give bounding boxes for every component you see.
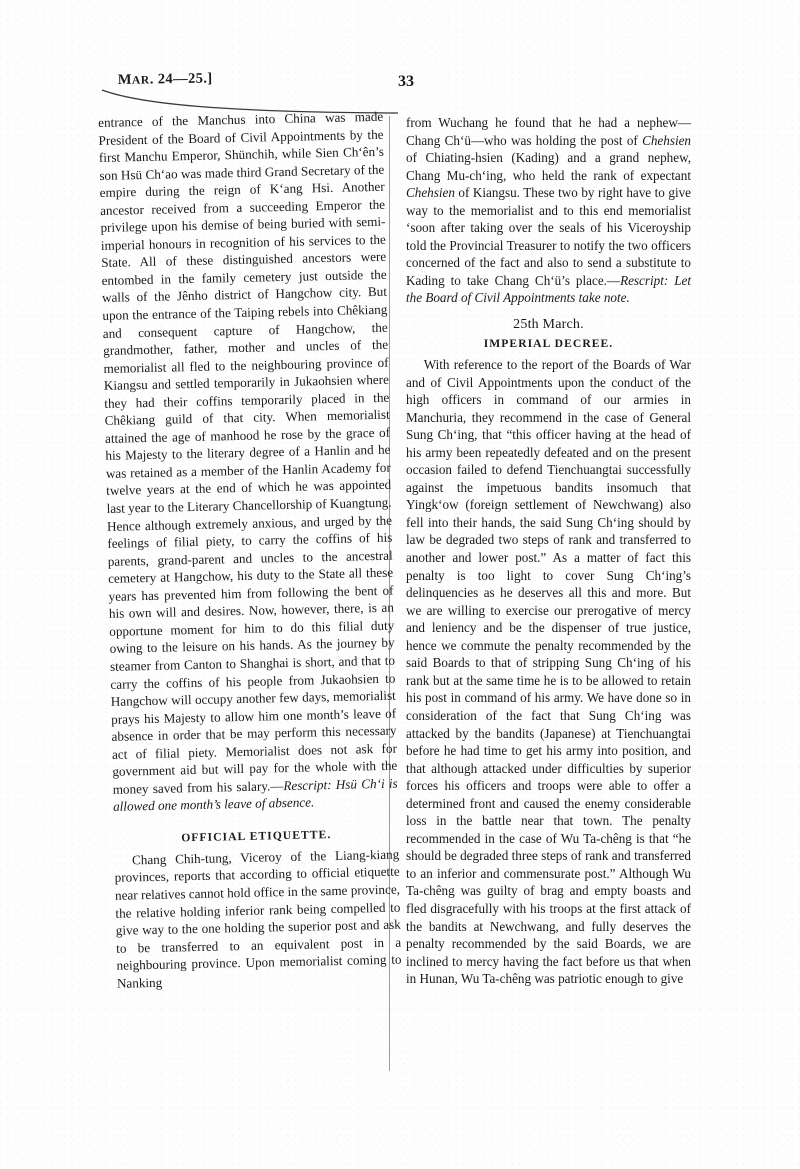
heading-official-etiquette: OFFICIAL ETIQUETTE. — [181, 827, 332, 845]
term-chehsien-first: Chehsien — [642, 132, 691, 148]
running-head-date-initial: M — [117, 71, 133, 89]
heading-imperial-decree: IMPERIAL DECREE. — [483, 337, 614, 351]
paragraph-text: entrance of the Manchus into China was made President of the Board of Civil Appointments by the first Manchu Emperor, Shünchih, while Sien Ch‘ên’s son Hsü Ch‘ao was made third Grand Secretary of the empire during the reign of K‘ang Hsi. Another ancestor received from a succeeding Emperor the privilege upon his demise of being buried with semi-imperial honours in recognition of his services to the State. All of these distinguished ancestors were entombed in the family cemetery just outside the walls of the Jênho district of Hangchow city. But upon the entrance of the Taiping rebels into Chêkiang and consequent capture of Hangchow, the grandmother, father, mother and uncles of the memorialist all fled to the neighbouring province of Kiangsu and settled temporarily in Jukaohsien where they had their coffins temporarily placed in the Chêkiang guild of that city. When memorialist attained the age of manhood he rose by the grace of his Majesty to the literary degree of a Hanlin and he was retained as a member of the Hanlin Academy for twelve years at the end of which he was appointed last year to the Literary Chancellorship of Kuangtung. Hence although extremely anxious, and urged by the feelings of filial piety, to carry the coffins of his parents, grand-parent and uncles to the ancestral cemetery at Hangchow, his duty to the State all these years has prevented him from following the bent of his own will and desires. Now, however, there, is an opportune moment for him to do this filial duty owing to the leisure on his hands. As the journey by steamer from Canton to Shanghai is short, and that to carry the coffins of his people from Jukaohsien to Hangchow will occupy another few days, memorialist prays his Majesty to allow him one month’s leave of absence in order that be may perform this necessary act of filial piety. Memorialist does not ask for government aid but will pay for the whole with the money saved from his salary.— — [98, 108, 398, 797]
paragraph-text-mid: of Chiating-hsien (Kading) and a grand nephew, Chang Mu-ch‘ing, who held the rank of expectant — [406, 150, 691, 183]
paragraph-memorial-continued — [98, 108, 398, 816]
rescript-note: Rescript: Let the Board of Civil Appointments take note. — [406, 272, 691, 306]
paragraph-imperial-decree: With reference to the report of the Boards of War and of Civil Appointments upon the conduct of the high officers in command of our armies in Manchuria, they recommend in the case of General Sung Ch‘ing, that “this officer having at the head of his army been repeatedly defeated and on the present occasion failed to defend Tienchuangtai successfully against the impetuous bandits insomuch that Yingk‘ow (foreign settlement of Newchwang) also fell into their hands, the said Sung Ch‘ing should by law be degraded two steps of rank and transferred to another and lower post.” As a matter of fact this penalty is too light to cover Sung Ch‘ing’s delinquencies as he deserves all this and more. But we are willing to exercise our prerogative of mercy and leniency and be the dispenser of true justice, hence we commute the penalty recommended by the said Boards to that of stripping Sung Ch‘ing of his rank but at the same time he is to be allowed to retain his post in command of his army. We have done so in consideration of the fact that Sung Ch‘ing was attacked by the bandits (Japanese) at Tienchuangtai before he had time to get his army into position, and that although attacked under difficulties by superior forces his officers and troops were able to offer a determined front and caused the enemy considerable loss in the battle near that town. The penalty recommended in the case of Wu Ta-chêng is that “he should be degraded three steps of rank and transferred to an inferior and commensurate post.” Although Wu Ta-chêng was guilty of brag and empty boasts and fled disgracefully with his troops at the first attack of the bandits at Newchwang, and fully deserves the penalty recommended by the said Boards, we are inclined to mercy having the fact before us that when in Hunan, Wu Ta-chêng was patriotic enough to give — [406, 357, 691, 987]
rescript-note: Rescript: Hsü Ch‘i is allowed one month’s leave of absence. — [112, 775, 398, 815]
heading-date: 25th March. — [513, 317, 584, 333]
paragraph-etiquette-continued — [406, 114, 691, 307]
term-chehsien-second: Chehsien — [406, 185, 455, 201]
running-head — [118, 72, 678, 96]
paragraph-official-etiquette: Chang Chih-tung, Viceroy of the Liang-kiang provinces, reports that according to official etiquette near relatives cannot hold office in the same province, the relative holding inferior rank being compelled to give way to the one holding the superior post and ask to be transferred to an equivalent post in a neighbouring province. Upon memorialist coming to Nanking — [114, 846, 402, 991]
running-head-date — [118, 71, 213, 89]
page-number: 33 — [398, 73, 414, 90]
running-head-date-smallcaps: AR — [131, 74, 150, 87]
running-head-date-rest: . 24—25.] — [149, 70, 213, 88]
paragraph-text-pre: from Wuchang he found that he had a nephew—Chang Ch‘ü—who was holding the post of — [406, 115, 691, 148]
right-column — [406, 114, 691, 988]
paragraph-text-post: of Kiangsu. These two by right have to give way to the memorialist and to this end memorialist ‘soon after taking over the seals of his Viceroyship told the Provincial Treasurer to notify the two officers concerned of the fact and also to send a substitute to Kading to take Chang Ch‘ü’s place.— — [406, 185, 691, 288]
left-column — [98, 108, 402, 992]
